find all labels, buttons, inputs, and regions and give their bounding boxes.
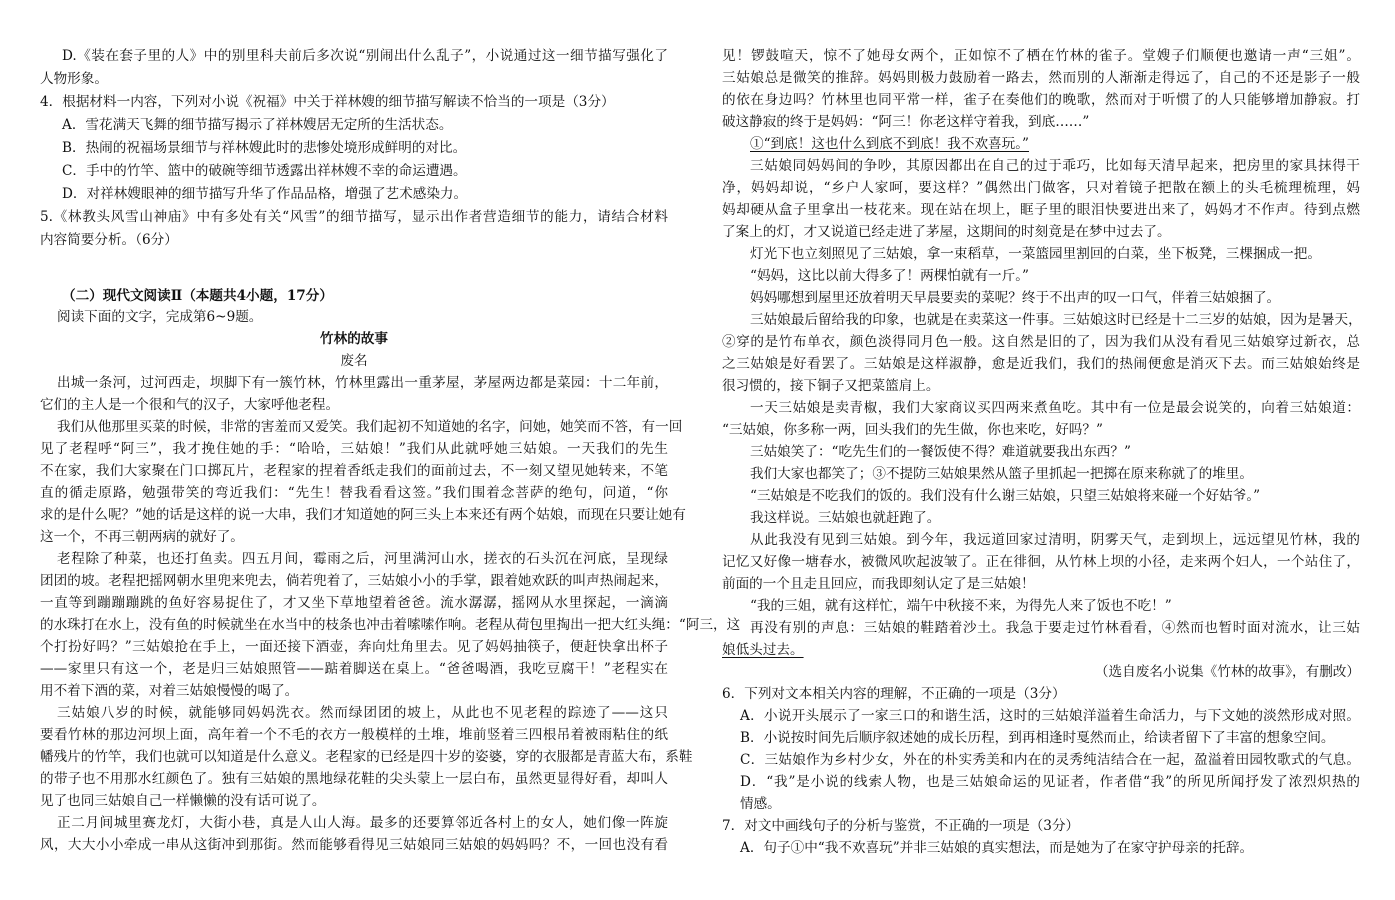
story-line: 它们的主人是一个很和气的汉子，大家呼他老程。 [40, 397, 340, 413]
story-line: 个打扮好吗？”三姑娘抢在手上，一面还接下酒壶，奔向灶角里去。见了妈妈抽筷子，便赶快拿出杯子 [40, 639, 668, 655]
story-line: 三姑娘总是微笑的推辞。妈妈則极力鼓励着一路去，然而別的人渐渐走得远了，自己的不还是影子一般 [722, 70, 1360, 86]
story-line: 我这样说。三姑娘也就赶跑了。 [750, 510, 941, 526]
story-title: 竹林的故事 [320, 331, 388, 347]
story-line: 用不着下酒的菜，对着三姑娘慢慢的喝了。 [40, 683, 299, 699]
story-line: “我的三姐，就有这样忙，端午中秋接不来，为得先人来了饭也不吃！” [750, 598, 1172, 614]
story-line: 三姑娘同妈妈间的争吵，其原因都出在自己的过于乖巧，比如每天清早起来，把房里的家具抹得干 [750, 158, 1360, 174]
q5-stem: 5.《林教头风雪山神庙》中有多处有关“风雪”的细节描写，显示出作者营造细节的能力，请结合材料 [40, 209, 668, 225]
story-line: 出城一条河，过河西走，坝脚下有一簇竹林，竹林里露出一重茅屋，茅屋两边都是菜园：十二年前， [57, 375, 668, 391]
q6-option-d: D．“我”是小说的线索人物，也是三姑娘命运的见证者，作者借“我”的所见所闻抒发了浓烈炽热的 [740, 774, 1360, 790]
story-line: 三姑娘笑了：“吃先生们的一餐饭使不得？难道就要我出东西？” [750, 444, 1131, 460]
q3-option-d-cont: 人物形象。 [40, 71, 108, 87]
story-line: 很习惯的，接下铜子又把菜篮肩上。 [722, 378, 940, 394]
story-line: 之三姑娘是好看罢了。三姑娘是这样淑静，愈是近我们，我们的热闹便愈是消灭下去。而三姑娘始终是 [722, 356, 1360, 372]
story-line: 了案上的灯，才又说道已经走进了茅屋，这期间的时刻竟是在梦中过去了。 [722, 224, 1171, 240]
story-line: “妈妈，这比以前大得多了！两棵怕就有一斤。” [750, 268, 1029, 284]
underlined-sentence-1: ①“到底！这也什么到底不到底！我不欢喜玩。” [750, 136, 1029, 152]
q6-option-b: B．小说按时间先后顺序叙述她的成长历程，到再相逢时戛然而止，给读者留下了丰富的想象空间。 [740, 730, 1335, 746]
story-line: 的水珠打在水上，没有鱼的时候就坐在水当中的枝条也冲击着嗦嗦作响。老程从荷包里掏出一把大红头绳：“阿三，这 [40, 617, 741, 633]
q5-stem-cont: 内容简要分析。（6分） [40, 232, 178, 248]
story-author: 废名 [340, 353, 368, 369]
q6-stem: 6．下列对文本相关内容的理解，不正确的一项是（3分） [722, 686, 1066, 702]
story-line: 妈妈哪想到屋里还放着明天早晨要卖的菜呢？终于不出声的叹一口气，伴着三姑娘捆了。 [750, 290, 1281, 306]
q4-option-d: D．对祥林嫂眼神的细节描写升华了作品品格，增强了艺术感染力。 [62, 186, 468, 202]
q4-option-a: A．雪花满天飞舞的细节描写揭示了祥林嫂居无定所的生活状态。 [62, 117, 453, 133]
underlined-sentence-2-line: ②穿的是竹布单衣，颜色淡得同月色一般。这自然是旧的了，因为我们从没有看见三姑娘穿过新衣，总 [722, 334, 1360, 350]
section-title: （二）现代文阅读Ⅱ（本题共4小题，17分） [62, 288, 333, 304]
story-line: 妈却硬从盒子里拿出一枝花来。现在站在坝上，眶子里的眼泪快要进出来了，妈妈才不作声。待到点燃 [722, 202, 1360, 218]
source-note: （选自废名小说集《竹林的故事》，有删改） [1094, 664, 1360, 680]
story-line: “三姑娘，你多称一两，回头我们的先生做，你也来吃，好吗？” [722, 422, 1103, 438]
q6-option-a: A．小说开头展示了一家三口的和谐生活，这时的三姑娘洋溢着生命活力，与下文她的淡然形成对照。 [740, 708, 1360, 724]
q7-option-a: A．句子①中“我不欢喜玩”并非三姑娘的真实想法，而是她为了在家守护母亲的托辞。 [740, 840, 1254, 856]
reading-instruction: 阅读下面的文字，完成第6~9题。 [57, 309, 263, 325]
story-line: ——家里只有这一个，老是归三姑娘照管——踮着脚送在桌上。“爸爸喝酒，我吃豆腐干！”老程实在 [40, 661, 668, 677]
q4-option-b: B．热闹的祝福场景细节与祥林嫂此时的悲惨处境形成鲜明的对比。 [62, 140, 467, 156]
story-line: 破这静寂的终于是妈妈：“阿三！你老这样守着我，到底……” [722, 114, 1090, 130]
story-line: 我们从他那里买菜的时候，非常的害羞而又爱笑。我们起初不知道她的名字，问她，她笑而不答，有一回 [57, 419, 683, 435]
story-line: 三姑娘最后留给我的印象，也就是在卖菜这一件事。三姑娘这时已经是十二三岁的姑娘，因为是暑天， [750, 312, 1362, 328]
story-line: 前面的一个且走且回应，而我即刻认定了是三姑娘！ [722, 576, 1035, 592]
story-line: 求的是什么呢？”她的话是这样的说一大串，我们才知道她的阿三头上本来还有两个姑娘，而现在只要让她有 [40, 507, 686, 523]
story-line: 团团的坡。老程把摇网朝水里兜来兜去，倘若兜着了，三姑娘小小的手掌，跟着她欢跃的叫声热闹起来， [40, 573, 668, 589]
story-line: 的依在身边吗？竹林里也同平常一样，雀子在奏他们的晚歌，然而对于听惯了的人只能够增加静寂。打 [722, 92, 1360, 108]
story-line: “三姑娘是不吃我们的饭的。我们没有什么谢三姑娘，只望三姑娘将来碰一个好姑爷。” [750, 488, 1261, 504]
story-line: 从此我没有见到三姑娘。到今年，我远道回家过清明，阴雾天气，走到坝上，远远望见竹林，我的 [750, 532, 1360, 548]
story-line: 见！锣鼓喧天，惊不了她母女两个，正如惊不了栖在竹林的雀子。堂嫂子们顺便也邀请一声“三姐”。 [722, 48, 1360, 64]
story-line: 见了也同三姑娘自己一样懒懒的没有话可说了。 [40, 793, 326, 809]
story-line: 不在家，我们大家聚在门口掷瓦片，老程家的捏着香纸走我们的面前过去，不一刻又望见她转来，不笔 [40, 463, 668, 479]
q6-option-c: C．三姑娘作为乡村少女，外在的朴实秀美和内在的灵秀纯洁结合在一起，盈溢着田园牧歌式的气息。 [740, 752, 1360, 768]
story-line: 幡残片的竹竿，我们也就可以知道是什么意义。老程家的已经是四十岁的姿婆，穿的衣服都是青蓝大布，系鞋 [40, 749, 693, 765]
underlined-sentence-4-cont: 娘低头过去。 [722, 642, 804, 658]
story-line: 要看竹林的那边河坝上面，高年着一个不毛的衣方一般模样的土堆，堆前竖着三四根吊着被雨粘住的纸 [40, 727, 668, 743]
story-line: 一天三姑娘是卖青椒，我们大家商议买四两来煮鱼吃。其中有一位是最会说笑的，向着三姑娘道： [750, 400, 1360, 416]
q7-stem: 7．对文中画线句子的分析与鉴赏，不正确的一项是（3分） [722, 818, 1080, 834]
q6-option-d-cont: 情感。 [740, 796, 781, 812]
q4-stem: 4．根据材料一内容，下列对小说《祝福》中关于祥林嫂的细节描写解读不恰当的一项是（3分） [40, 94, 615, 110]
story-line: 灯光下也立刻照见了三姑娘，拿一束稻草，一菜篮园里割回的白菜，坐下板凳，三棵捆成一把。 [750, 246, 1321, 262]
story-line: 风，大大小小牵成一串从这街冲到那街。然而能够看得见三姑娘同三姑娘的妈妈吗？不，一回也没有看 [40, 837, 668, 853]
underlined-sentence-3-line: 我们大家也都笑了；③不提防三姑娘果然从篮子里抓起一把掷在原来称就了的堆里。 [750, 466, 1253, 482]
story-line: 一直等到蹦蹦蹦跳的鱼好容易捉住了，才又坐下草地望着爸爸。流水潺潺，摇网从水里探起，一滴滴 [40, 595, 668, 611]
story-line: 正二月间城里赛龙灯，大街小巷，真是人山人海。最多的还要算邻近各村上的女人，她们像一阵旋 [57, 815, 668, 831]
story-line: 老程除了种菜，也还打鱼卖。四五月间，霉雨之后，河里满河山水，搓衣的石头沉在河底，呈现绿 [57, 551, 668, 567]
q3-option-d: D.《装在套子里的人》中的别里科夫前后多次说“别闹出什么乱子”，小说通过这一细节描写强化了 [62, 48, 668, 64]
story-line: 这一个，不再三朝两病的就好了。 [40, 529, 244, 545]
underlined-sentence-4-line: 再没有别的声息：三姑娘的鞋踏着沙土。我急于要走过竹林看看，④然而也暂时面对流水，让三姑 [750, 620, 1360, 636]
story-line: 直的循走原路，勉强带笑的弯近我们：“先生！替我看看这签。”我们围着念菩萨的绝句，问道，“你 [40, 485, 668, 501]
story-line: 的带子也不用那水红颜色了。独有三姑娘的黑地绿花鞋的尖头蒙上一层白布，虽然更显得好看，却叫人 [40, 771, 668, 787]
q4-option-c: C．手中的竹竿、篮中的破碗等细节透露出祥林嫂不幸的命运遭遇。 [62, 163, 467, 179]
story-line: 三姑娘八岁的时候，就能够同妈妈洗衣。然而绿团团的坡上，从此也不见老程的踪迹了——这只 [57, 705, 668, 721]
story-line: 见了老程呼“阿三”，我才挽住她的手：“哈哈，三姑娘！”我们从此就呼她三姑娘。一天我们的先生 [40, 441, 668, 457]
story-line: 记忆又好像一塘春水，被微风吹起波皱了。正在徘徊，从竹林上坝的小径，走来两个妇人，一个站住了， [722, 554, 1360, 570]
story-line: 净，妈妈却说，“乡户人家呵，要这样？”偶然出门做客，只对着镜子把散在额上的头毛梳理梳理，妈 [722, 180, 1360, 196]
